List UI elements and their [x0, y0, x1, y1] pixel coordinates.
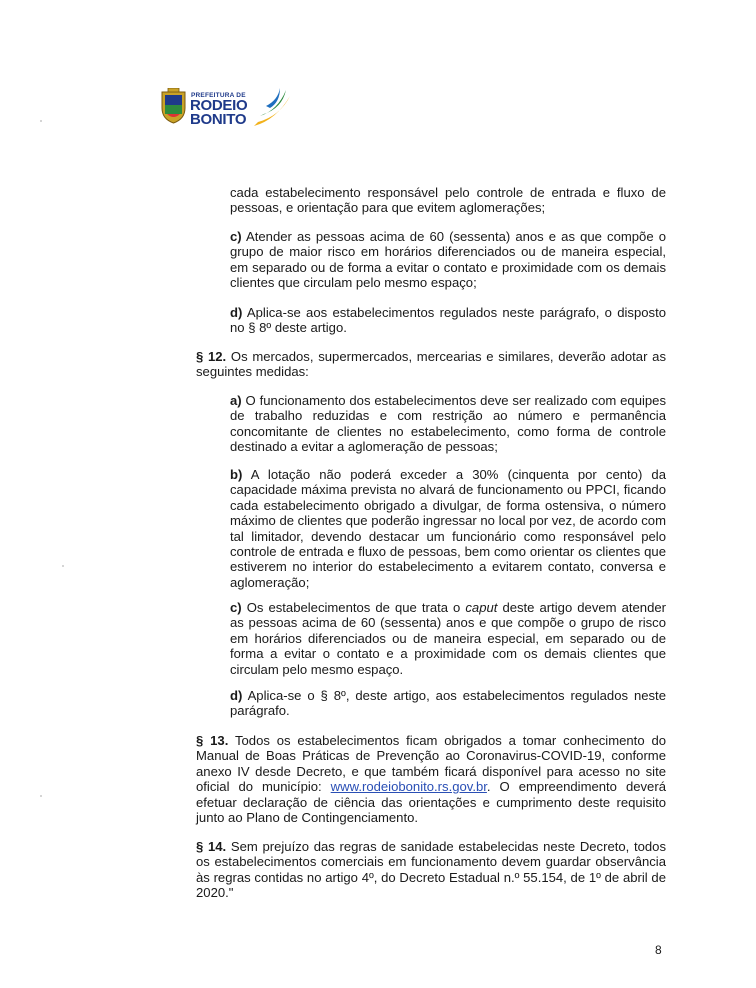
coat-of-arms-icon — [160, 88, 187, 124]
section-text: Os mercados, supermercados, mercearias e similares, deverão adotar as seguintes medidas: — [196, 349, 666, 380]
section-label: § 12. — [196, 349, 227, 364]
scan-speck — [40, 795, 42, 797]
item-text: A lotação não poderá exceder a 30% (cinquenta por cento) da capacidade máxima prevista no alvará de funcionamento ou PPCI, ficando cada estabelecimento obrigado a divulgar, de forma ostensiva, o número máximo de clientes que poderão ingressar no local por vez, de acordo com tal limitador, devendo destacar um funcionário como responsável pelo controle de entrada e fluxo de pessoas, bem como orientar os clientes que estiverem no interior do estabelecimento a evitarem contato, conversa e aglomeração; — [230, 467, 666, 590]
item-text: O funcionamento dos estabelecimentos deve ser realizado com equipes de trabalho reduzidas e com restrição ao número e permanência concomitante de clientes no estabelecimento, como forma de controle destinado a evitar a aglomeração de pessoas; — [230, 393, 667, 455]
item-c — [230, 600, 666, 677]
item-d-first — [230, 305, 666, 336]
section-13 — [196, 733, 666, 825]
logo-prefix: PREFEITURA DE — [191, 92, 246, 99]
item-label: a) — [230, 393, 242, 408]
paragraph-continuation — [230, 185, 666, 216]
municipality-logo — [160, 86, 300, 132]
page-number: 8 — [655, 943, 662, 957]
item-text-italic: caput — [465, 600, 498, 615]
item-label: c) — [230, 229, 242, 244]
section-14 — [196, 839, 666, 901]
item-text: Os estabelecimentos de que trata o — [246, 600, 461, 615]
item-c-first — [230, 229, 666, 291]
item-text: deste artigo devem atender as pessoas acima de 60 (sessenta) anos e que compõe o grupo de risco em horários diferenciados ou de maneira especial, em separado ou de forma a evitar o contato e a proximidade com os demais clientes que circulam pelo mesmo espaço. — [230, 600, 667, 677]
section-text: . O empreendimento deverá efetuar declaração de ciência das orientações e cumprimento deste requisito junto ao Plano de Contingenciamento. — [196, 779, 666, 826]
section-12 — [196, 349, 666, 380]
item-label: d) — [230, 688, 243, 703]
website-link[interactable]: www.rodeiobonito.rs.gov.br — [330, 779, 487, 795]
logo-line-1: RODEIO — [190, 97, 248, 114]
paragraph-text: cada estabelecimento responsável pelo controle de entrada e fluxo de pessoas, e orientação para que evitem aglomerações; — [230, 185, 666, 216]
item-d — [230, 688, 666, 719]
scan-speck — [62, 565, 64, 567]
section-text: Todos os estabelecimentos ficam obrigados a tomar conhecimento do Manual de Boas Práticas de Prevenção ao Coronavirus-COVID-19, conforme anexo IV desde Decreto, e que também ficará disponível para acesso no site oficial do município: — [196, 733, 667, 795]
item-text: Aplica-se o § 8º, deste artigo, aos estabelecimentos regulados neste parágrafo. — [230, 688, 666, 719]
item-label: d) — [230, 305, 243, 320]
logo-line-2: BONITO — [190, 111, 247, 128]
item-text: Atender as pessoas acima de 60 (sessenta) anos e as que compõe o grupo de maior risco em horários diferenciados ou de maneira especial, em separado ou de forma a evitar o contato e proximidade com os demais clientes que circulam pelo mesmo espaço; — [230, 229, 666, 291]
section-label: § 13. — [196, 733, 229, 748]
item-b — [230, 467, 666, 590]
item-text: Aplica-se aos estabelecimentos regulados neste parágrafo, o disposto no § 8º deste artigo. — [230, 305, 666, 336]
swoosh-icon — [250, 86, 296, 130]
item-label: c) — [230, 600, 242, 615]
item-label: b) — [230, 467, 243, 482]
item-a — [230, 393, 666, 455]
section-text: Sem prejuízo das regras de sanidade estabelecidas neste Decreto, todos os estabelecimentos comerciais em funcionamento devem guardar observância às regras contidas no artigo 4º, do Decreto Estadual n.º 55.154, de 1º de abril de 2020." — [196, 839, 667, 901]
section-label: § 14. — [196, 839, 227, 854]
scan-speck — [40, 120, 42, 122]
